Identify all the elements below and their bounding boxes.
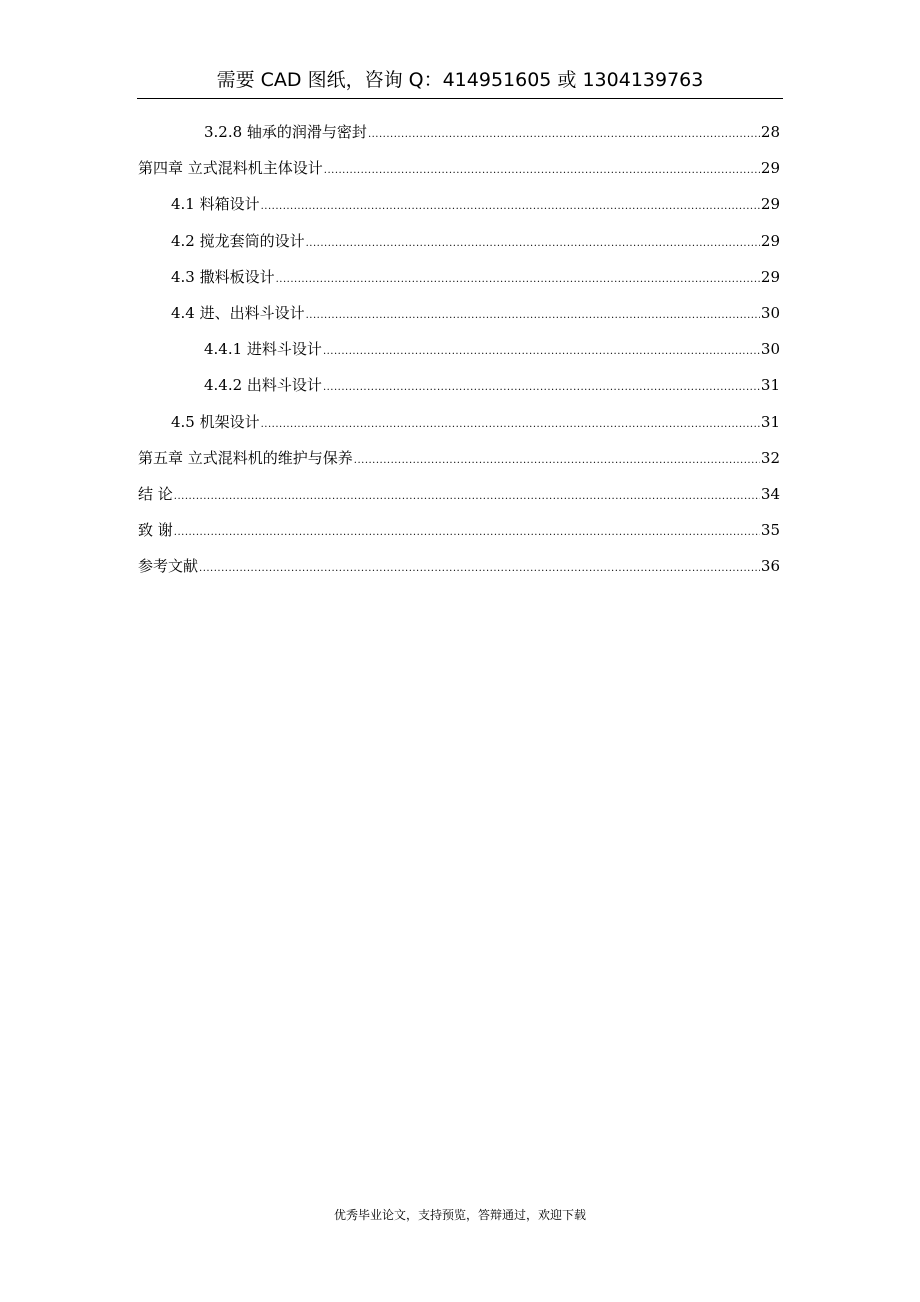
toc-page-number: 30 — [760, 303, 780, 322]
toc-page-number: 30 — [760, 340, 780, 359]
toc-dot-leader — [261, 189, 760, 225]
toc-entry[interactable] — [138, 404, 780, 440]
toc-entry-label: 4.5 机架设计 — [171, 412, 260, 431]
toc-entry[interactable] — [138, 114, 780, 150]
toc-dot-leader — [324, 153, 760, 189]
toc-entry[interactable] — [138, 150, 780, 186]
toc-entry[interactable] — [138, 331, 780, 367]
toc-entry-label: 3.2.8 轴承的润滑与密封 — [204, 123, 367, 141]
toc-dot-leader — [306, 226, 760, 262]
toc-page-number: 36 — [760, 557, 780, 576]
toc-page-number: 34 — [760, 484, 780, 503]
toc-entry-label: 第四章 立式混料机主体设计 — [138, 159, 323, 178]
toc-dot-leader — [261, 407, 760, 443]
toc-dot-leader — [174, 479, 760, 515]
toc-page-number: 29 — [760, 231, 780, 250]
toc-entry[interactable] — [138, 548, 780, 584]
toc-entry-label: 结 论 — [138, 484, 173, 503]
toc-page-number: 29 — [760, 267, 780, 286]
toc-entry[interactable] — [138, 512, 780, 548]
toc-entry[interactable] — [138, 367, 780, 403]
toc-dot-leader — [276, 262, 760, 298]
toc-entry[interactable] — [138, 186, 780, 222]
toc-dot-leader — [354, 443, 760, 479]
toc-page-number: 35 — [760, 521, 780, 540]
toc-entry[interactable] — [138, 295, 780, 331]
toc-entry-label: 4.4 进、出料斗设计 — [171, 303, 305, 322]
toc-page-number: 28 — [760, 123, 780, 141]
toc-entry-label: 4.2 搅龙套筒的设计 — [171, 231, 305, 250]
table-of-contents — [138, 114, 780, 584]
toc-page-number: 31 — [760, 376, 780, 395]
toc-dot-leader — [306, 298, 760, 334]
toc-dot-leader — [323, 334, 760, 370]
toc-entry-label: 4.4.2 出料斗设计 — [204, 376, 322, 395]
toc-dot-leader — [199, 551, 760, 587]
toc-page-number: 29 — [760, 159, 780, 178]
toc-entry[interactable] — [138, 476, 780, 512]
toc-dot-leader — [368, 117, 760, 153]
toc-entry-label: 致 谢 — [138, 521, 173, 540]
toc-entry[interactable] — [138, 440, 780, 476]
toc-entry-label: 4.3 撒料板设计 — [171, 267, 275, 286]
toc-entry-label: 4.1 料箱设计 — [171, 195, 260, 214]
page-footer-note: 优秀毕业论文，支持预览，答辩通过，欢迎下载 — [333, 1208, 586, 1222]
toc-dot-leader — [174, 515, 760, 551]
toc-entry[interactable] — [138, 259, 780, 295]
toc-entry-label: 第五章 立式混料机的维护与保养 — [138, 448, 353, 467]
toc-page-number: 31 — [760, 412, 780, 431]
toc-dot-leader — [323, 370, 760, 406]
toc-entry-label: 参考文献 — [138, 557, 199, 576]
page-header-contact: 需要 CAD 图纸，咨询 Q：414951605 或 1304139763 — [216, 69, 704, 91]
toc-entry[interactable] — [138, 223, 780, 259]
toc-page-number: 29 — [760, 195, 780, 214]
toc-page-number: 32 — [760, 448, 780, 467]
toc-entry-label: 4.4.1 进料斗设计 — [204, 340, 322, 359]
header-divider — [137, 98, 783, 99]
